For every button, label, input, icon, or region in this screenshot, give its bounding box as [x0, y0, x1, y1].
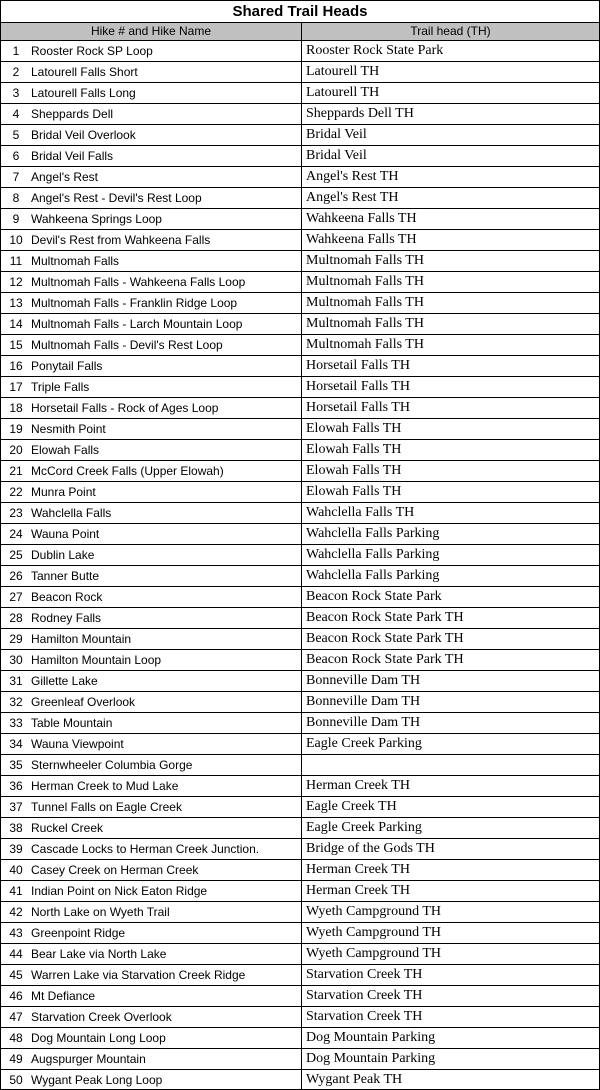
- hike-number: 11: [9, 254, 23, 268]
- hike-cell: [1, 209, 302, 229]
- hike-number: 40: [9, 863, 23, 877]
- hike-name: Warren Lake via Starvation Creek Ridge: [31, 968, 246, 982]
- hike-cell: [1, 986, 302, 1006]
- trailhead-cell: Eagle Creek Parking: [306, 820, 422, 835]
- table-row: [1, 188, 599, 209]
- trailhead-cell: Horsetail Falls TH: [306, 400, 410, 415]
- hike-number: 38: [9, 821, 23, 835]
- table-row: [1, 986, 599, 1007]
- table-row: [1, 62, 599, 83]
- hike-name: Sternwheeler Columbia Gorge: [31, 758, 193, 772]
- hike-cell: [1, 1028, 302, 1048]
- hike-number: 28: [9, 611, 23, 625]
- hike-cell: [1, 377, 302, 397]
- hike-name: Rooster Rock SP Loop: [31, 44, 153, 58]
- table-header-row: [1, 22, 599, 41]
- hike-number: 14: [9, 317, 23, 331]
- table-title: Shared Trail Heads: [1, 0, 599, 22]
- hike-cell: [1, 440, 302, 460]
- trailhead-cell: Bonneville Dam TH: [306, 715, 421, 730]
- trailhead-cell: Starvation Creek TH: [306, 988, 423, 1003]
- trailhead-cell: Multnomah Falls TH: [306, 274, 424, 289]
- hike-number: 32: [9, 695, 23, 709]
- hike-name: Tunnel Falls on Eagle Creek: [31, 800, 182, 814]
- hike-cell: [1, 503, 302, 523]
- table-row: [1, 587, 599, 608]
- hike-number: 43: [9, 926, 23, 940]
- hike-number: 37: [9, 800, 23, 814]
- hike-cell: [1, 629, 302, 649]
- table-row: [1, 482, 599, 503]
- hike-cell: [1, 272, 302, 292]
- table-row: [1, 377, 599, 398]
- hike-name: Beacon Rock: [31, 590, 103, 604]
- hike-cell: [1, 41, 302, 61]
- hike-cell: [1, 566, 302, 586]
- hike-cell: [1, 608, 302, 628]
- trailhead-cell: Angel's Rest TH: [306, 169, 399, 184]
- hike-cell: [1, 335, 302, 355]
- hike-name: Bridal Veil Overlook: [31, 128, 136, 142]
- table-row: [1, 440, 599, 461]
- hike-cell: [1, 251, 302, 271]
- hike-number: 24: [9, 527, 23, 541]
- hike-number: 27: [9, 590, 23, 604]
- hike-cell: [1, 545, 302, 565]
- hike-number: 23: [9, 506, 23, 520]
- column-header-hike: Hike # and Hike Name: [1, 23, 302, 40]
- table-row: [1, 1070, 599, 1090]
- table-row: [1, 251, 599, 272]
- hike-cell: [1, 524, 302, 544]
- trailhead-cell: Dog Mountain Parking: [306, 1030, 436, 1045]
- hike-cell: [1, 944, 302, 964]
- trailhead-cell: Multnomah Falls TH: [306, 316, 424, 331]
- trailhead-cell: Wahclella Falls Parking: [306, 547, 440, 562]
- hike-name: Casey Creek on Herman Creek: [31, 863, 199, 877]
- hike-number: 45: [9, 968, 23, 982]
- table-body: [1, 41, 599, 1090]
- table-row: [1, 692, 599, 713]
- hike-name: Indian Point on Nick Eaton Ridge: [31, 884, 208, 898]
- hike-cell: [1, 1070, 302, 1090]
- hike-name: Elowah Falls: [31, 443, 100, 457]
- hike-name: Sheppards Dell: [31, 107, 114, 121]
- table-row: [1, 545, 599, 566]
- hike-cell: [1, 314, 302, 334]
- trailhead-cell: Horsetail Falls TH: [306, 358, 410, 373]
- hike-cell: [1, 671, 302, 691]
- hike-cell: [1, 818, 302, 838]
- hike-name: Ponytail Falls: [31, 359, 103, 373]
- hike-name: Angel's Rest - Devil's Rest Loop: [31, 191, 202, 205]
- hike-cell: [1, 146, 302, 166]
- trailhead-cell: Wahclella Falls Parking: [306, 526, 440, 541]
- table-row: [1, 566, 599, 587]
- table-row: [1, 902, 599, 923]
- trailhead-cell: Beacon Rock State Park TH: [306, 652, 464, 667]
- trailhead-cell: Elowah Falls TH: [306, 442, 402, 457]
- hike-number: 12: [9, 275, 23, 289]
- trailhead-cell: Wahkeena Falls TH: [306, 211, 417, 226]
- trailhead-cell: Beacon Rock State Park TH: [306, 631, 464, 646]
- column-header-trailhead: Trail head (TH): [410, 24, 491, 38]
- table-row: [1, 965, 599, 986]
- hike-name: Multnomah Falls: [31, 254, 120, 268]
- hike-cell: [1, 881, 302, 901]
- hike-cell: [1, 797, 302, 817]
- table-row: [1, 755, 599, 776]
- hike-name: Multnomah Falls - Wahkeena Falls Loop: [31, 275, 246, 289]
- hike-name: Multnomah Falls - Larch Mountain Loop: [31, 317, 243, 331]
- hike-name: Latourell Falls Short: [31, 65, 138, 79]
- trailhead-cell: Bonneville Dam TH: [306, 673, 421, 688]
- hike-number: 7: [12, 170, 20, 184]
- table-row: [1, 650, 599, 671]
- hike-cell: [1, 923, 302, 943]
- trailhead-cell: Dog Mountain Parking: [306, 1051, 436, 1066]
- hike-cell: [1, 230, 302, 250]
- hike-number: 35: [9, 758, 23, 772]
- trailhead-cell: Eagle Creek Parking: [306, 736, 422, 751]
- hike-name: Mt Defiance: [31, 989, 96, 1003]
- table-row: [1, 293, 599, 314]
- trailhead-cell: Bridal Veil: [306, 127, 367, 142]
- table-row: [1, 146, 599, 167]
- hike-name: Starvation Creek Overlook: [31, 1010, 172, 1024]
- trailhead-cell: Starvation Creek TH: [306, 1009, 423, 1024]
- table-row: [1, 608, 599, 629]
- hike-number: 31: [9, 674, 23, 688]
- trailhead-cell: Beacon Rock State Park TH: [306, 610, 464, 625]
- table-row: [1, 461, 599, 482]
- hike-name: Dublin Lake: [31, 548, 95, 562]
- hike-number: 6: [12, 149, 20, 163]
- hike-name: McCord Creek Falls (Upper Elowah): [31, 464, 224, 478]
- hike-name: Greenpoint Ridge: [31, 926, 126, 940]
- trailhead-cell: Eagle Creek TH: [306, 799, 397, 814]
- hike-number: 8: [12, 191, 20, 205]
- hike-number: 42: [9, 905, 23, 919]
- hike-name: Greenleaf Overlook: [31, 695, 136, 709]
- trailhead-cell: Elowah Falls TH: [306, 463, 402, 478]
- hike-number: 10: [9, 233, 23, 247]
- hike-name: Herman Creek to Mud Lake: [31, 779, 179, 793]
- hike-number: 1: [12, 44, 20, 58]
- table-row: [1, 230, 599, 251]
- table-row: [1, 419, 599, 440]
- table-row: [1, 944, 599, 965]
- trailhead-cell: Herman Creek TH: [306, 778, 410, 793]
- table-row: [1, 524, 599, 545]
- hike-number: 21: [9, 464, 23, 478]
- hike-name: Dog Mountain Long Loop: [31, 1031, 166, 1045]
- hike-name: Ruckel Creek: [31, 821, 104, 835]
- trailhead-cell: Herman Creek TH: [306, 883, 410, 898]
- hike-name: Wahclella Falls: [31, 506, 112, 520]
- hike-cell: [1, 734, 302, 754]
- trailhead-cell: Bonneville Dam TH: [306, 694, 421, 709]
- hike-number: 20: [9, 443, 23, 457]
- hike-cell: [1, 482, 302, 502]
- table-row: [1, 398, 599, 419]
- table-row: [1, 1049, 599, 1070]
- hike-name: Horsetail Falls - Rock of Ages Loop: [31, 401, 219, 415]
- hike-name: Tanner Butte: [31, 569, 100, 583]
- trailhead-cell: Multnomah Falls TH: [306, 253, 424, 268]
- hike-cell: [1, 692, 302, 712]
- hike-cell: [1, 902, 302, 922]
- trailhead-cell: Wygant Peak TH: [306, 1072, 403, 1087]
- trailhead-cell: Multnomah Falls TH: [306, 295, 424, 310]
- hike-cell: [1, 83, 302, 103]
- hike-name: Gillette Lake: [31, 674, 98, 688]
- hike-cell: [1, 125, 302, 145]
- table-row: [1, 713, 599, 734]
- hike-cell: [1, 188, 302, 208]
- hike-number: 2: [12, 65, 20, 79]
- table-row: [1, 272, 599, 293]
- table-row: [1, 314, 599, 335]
- hike-number: 16: [9, 359, 23, 373]
- trailhead-cell: Latourell TH: [306, 64, 380, 79]
- table-row: [1, 671, 599, 692]
- table-row: [1, 734, 599, 755]
- table-row: [1, 818, 599, 839]
- hike-cell: [1, 1007, 302, 1027]
- hike-number: 46: [9, 989, 23, 1003]
- trailhead-cell: Herman Creek TH: [306, 862, 410, 877]
- hike-cell: [1, 650, 302, 670]
- hike-cell: [1, 62, 302, 82]
- trailhead-cell: [302, 755, 599, 775]
- hike-name: Augspurger Mountain: [31, 1052, 146, 1066]
- hike-name: North Lake on Wyeth Trail: [31, 905, 170, 919]
- hike-name: Rodney Falls: [31, 611, 102, 625]
- table-row: [1, 209, 599, 230]
- trailhead-cell: Wyeth Campground TH: [306, 925, 441, 940]
- table-row: [1, 335, 599, 356]
- hike-name: Table Mountain: [31, 716, 113, 730]
- trailhead-cell: Sheppards Dell TH: [306, 106, 414, 121]
- hike-number: 48: [9, 1031, 23, 1045]
- hike-number: 39: [9, 842, 23, 856]
- hike-name: Cascade Locks to Herman Creek Junction.: [31, 842, 260, 856]
- hike-number: 3: [12, 86, 20, 100]
- hike-number: 4: [12, 107, 20, 121]
- hike-name: Multnomah Falls - Devil's Rest Loop: [31, 338, 223, 352]
- hike-number: 13: [9, 296, 23, 310]
- hike-cell: [1, 860, 302, 880]
- hike-cell: [1, 1049, 302, 1069]
- trailhead-cell: Multnomah Falls TH: [306, 337, 424, 352]
- hike-number: 34: [9, 737, 23, 751]
- hike-name: Bear Lake via North Lake: [31, 947, 167, 961]
- hike-number: 41: [9, 884, 23, 898]
- hike-name: Wahkeena Springs Loop: [31, 212, 162, 226]
- hike-name: Wauna Point: [31, 527, 100, 541]
- table-row: [1, 167, 599, 188]
- hike-name: Triple Falls: [31, 380, 90, 394]
- trailhead-cell: Starvation Creek TH: [306, 967, 423, 982]
- table-row: [1, 629, 599, 650]
- trailhead-cell: Wahkeena Falls TH: [306, 232, 417, 247]
- table-row: [1, 83, 599, 104]
- trailhead-cell: Beacon Rock State Park: [306, 589, 442, 604]
- hike-number: 50: [9, 1073, 23, 1087]
- hike-cell: [1, 839, 302, 859]
- hike-name: Bridal Veil Falls: [31, 149, 114, 163]
- table-row: [1, 797, 599, 818]
- hike-cell: [1, 755, 302, 775]
- table-row: [1, 776, 599, 797]
- hike-name: Hamilton Mountain: [31, 632, 132, 646]
- hike-name: Hamilton Mountain Loop: [31, 653, 162, 667]
- hike-number: 25: [9, 548, 23, 562]
- hike-cell: [1, 587, 302, 607]
- hike-cell: [1, 398, 302, 418]
- hike-number: 29: [9, 632, 23, 646]
- hike-number: 44: [9, 947, 23, 961]
- hike-number: 47: [9, 1010, 23, 1024]
- hike-number: 19: [9, 422, 23, 436]
- table-row: [1, 923, 599, 944]
- table-row: [1, 881, 599, 902]
- hike-number: 22: [9, 485, 23, 499]
- table-row: [1, 1007, 599, 1028]
- hike-number: 30: [9, 653, 23, 667]
- trailhead-cell: Angel's Rest TH: [306, 190, 399, 205]
- table-row: [1, 356, 599, 377]
- trailhead-cell: Elowah Falls TH: [306, 484, 402, 499]
- hike-cell: [1, 776, 302, 796]
- table-row: [1, 104, 599, 125]
- trailhead-cell: Wahclella Falls Parking: [306, 568, 440, 583]
- hike-number: 26: [9, 569, 23, 583]
- trailhead-cell: Wyeth Campground TH: [306, 946, 441, 961]
- hike-number: 17: [9, 380, 23, 394]
- trailhead-cell: Bridge of the Gods TH: [306, 841, 435, 856]
- hike-name: Devil's Rest from Wahkeena Falls: [31, 233, 211, 247]
- hike-cell: [1, 293, 302, 313]
- hike-number: 49: [9, 1052, 23, 1066]
- trailhead-cell: Rooster Rock State Park: [306, 43, 444, 58]
- hike-number: 9: [12, 212, 20, 226]
- hike-name: Multnomah Falls - Franklin Ridge Loop: [31, 296, 238, 310]
- hike-number: 5: [12, 128, 20, 142]
- hike-name: Latourell Falls Long: [31, 86, 136, 100]
- hike-cell: [1, 167, 302, 187]
- hike-cell: [1, 356, 302, 376]
- hike-cell: [1, 419, 302, 439]
- hike-cell: [1, 461, 302, 481]
- table-row: [1, 41, 599, 62]
- hike-number: 36: [9, 779, 23, 793]
- trailhead-cell: Horsetail Falls TH: [306, 379, 410, 394]
- hike-number: 18: [9, 401, 23, 415]
- trailhead-cell: Bridal Veil: [306, 148, 367, 163]
- table-row: [1, 860, 599, 881]
- hike-cell: [1, 104, 302, 124]
- hike-name: Angel's Rest: [31, 170, 98, 184]
- table-row: [1, 125, 599, 146]
- table-row: [1, 503, 599, 524]
- hike-name: Nesmith Point: [31, 422, 106, 436]
- trailhead-cell: Wahclella Falls TH: [306, 505, 415, 520]
- hike-cell: [1, 965, 302, 985]
- trailhead-cell: Wyeth Campground TH: [306, 904, 441, 919]
- hike-name: Wygant Peak Long Loop: [31, 1073, 163, 1087]
- hike-name: Munra Point: [31, 485, 96, 499]
- hike-number: 33: [9, 716, 23, 730]
- trailhead-cell: Elowah Falls TH: [306, 421, 402, 436]
- table-row: [1, 1028, 599, 1049]
- trailhead-cell: Latourell TH: [306, 85, 380, 100]
- hike-cell: [1, 713, 302, 733]
- hike-name: Wauna Viewpoint: [31, 737, 124, 751]
- table-row: [1, 839, 599, 860]
- hike-number: 15: [9, 338, 23, 352]
